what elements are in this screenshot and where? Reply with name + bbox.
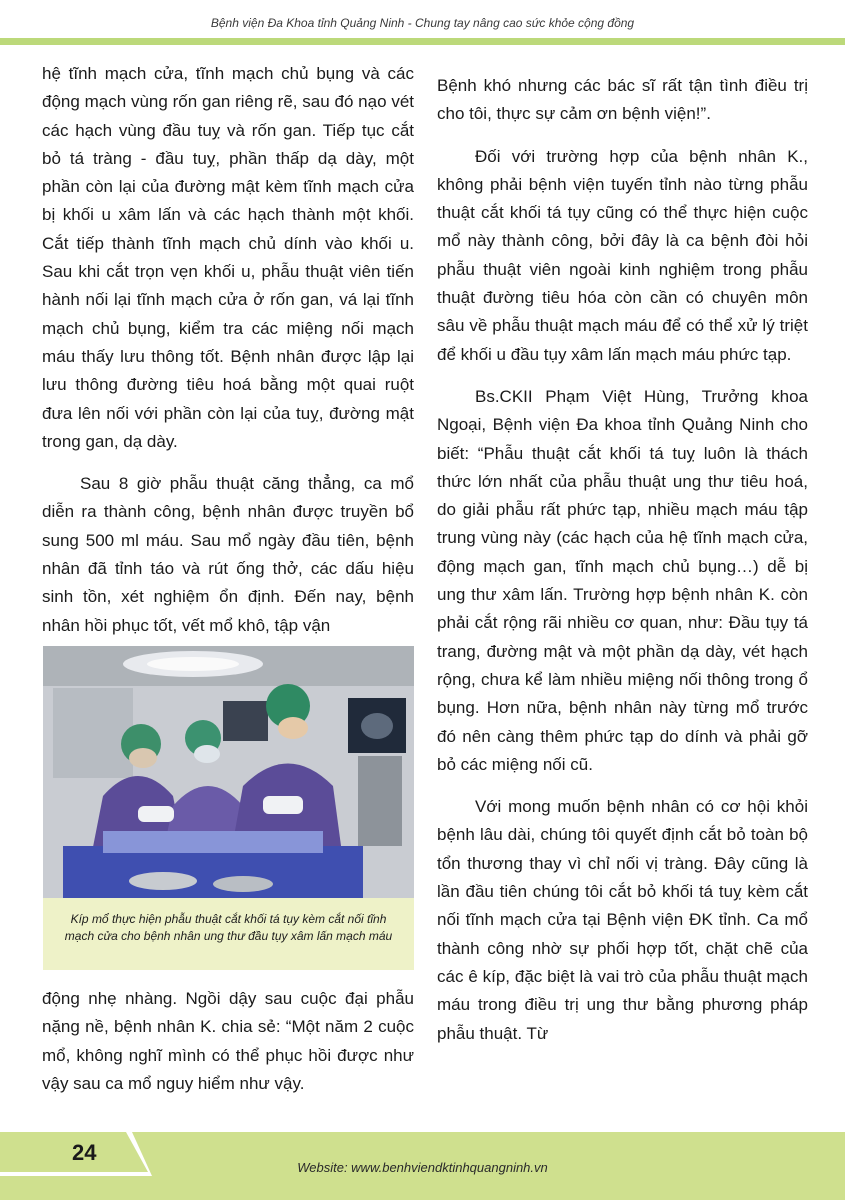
right-paragraph-4: Với mong muốn bệnh nhân có cơ hội khỏi bệnh lâu dài, chúng tôi quyết định cắt bỏ toàn bộ tổn thương thay vì chỉ nối vị tràng. Đây cũng là lần đầu tiên chúng tôi cắt bỏ khối tá tuỵ kèm cắt nối tĩnh mạch cửa tại Bệnh viện ĐK tỉnh. Ca mổ thành công nhờ sự phối hợp tốt, chặt chẽ của các ê kíp, đặc biệt là vai trò của phẫu thuật mạch máu trong điều trị ung thư bằng phương pháp phẫu thuật. Từ (437, 797, 808, 1043)
surgery-photo (43, 646, 414, 898)
header-title: Bệnh viện Đa Khoa tỉnh Quảng Ninh - Chung tay nâng cao sức khỏe cộng đồng (210, 16, 635, 30)
page-header (0, 0, 845, 46)
left-paragraph-1: hệ tĩnh mạch cửa, tĩnh mạch chủ bụng và các động mạch vùng rốn gan riêng rẽ, sau đó nạo vét các hạch vùng đầu tuỵ và rốn gan. Tiếp tục cắt bỏ tá tràng - đầu tuỵ, phần thấp dạ dày, một phần còn lại của đường mật kèm tĩnh mạch cửa bị khối u xâm lấn và các hạch thành một khối. Cắt tiếp thành tĩnh mạch chủ dính vào khối u. Sau khi cắt trọn vẹn khối u, phẫu thuật viên tiến hành nối lại tĩnh mạch cửa ở rốn gan, vá lại tĩnh mạch chủ bụng, kiểm tra các miệng nối mạch máu thấy lưu thông tốt. Bệnh nhân được lập lại lưu thông đường tiêu hoá bằng một quai ruột đưa lên nối với phần còn lại của tuỵ, đường mật trong gan, dạ dày. (42, 64, 414, 451)
right-column (437, 72, 808, 1062)
left-column (42, 60, 414, 654)
right-paragraph-1: Bệnh khó nhưng các bác sĩ rất tận tình điều trị cho tôi, thực sự cảm ơn bệnh viện!”. (437, 76, 808, 124)
left-paragraph-3: động nhẹ nhàng. Ngồi dậy sau cuộc đại phẫu nặng nề, bệnh nhân K. chia sẻ: “Một năm 2 cuộc mổ, không nghĩ mình có thể phục hồi được như vậy sau ca mổ nguy hiểm như vậy. (42, 989, 414, 1093)
photo-caption: Kíp mổ thực hiện phẫu thuật cắt khối tá tụy kèm cắt nối tĩnh mạch cửa cho bệnh nhân ung thư đầu tụy xâm lấn mạch máu (64, 912, 393, 943)
left-column-continued (42, 985, 414, 1098)
right-paragraph-2: Đối với trường hợp của bệnh nhân K., không phải bệnh viện tuyến tỉnh nào từng phẫu thuật cắt khối tá tụy cũng có thể thực hiện cuộc mổ này thành công, bởi đây là ca bệnh đòi hỏi phẫu thuật viên ngoài kinh nghiệm trong phẫu thuật đường tiêu hóa còn cần có chuyên môn sâu về phẫu thuật mạch máu để có thể xử lý triệt để khối u đầu tụy xâm lấn mạch máu phức tạp. (437, 146, 808, 364)
page-number: 24 (72, 1140, 97, 1165)
footer-website: Website: www.benhviendktinhquangninh.vn (297, 1160, 548, 1175)
photo-caption-box (43, 898, 414, 970)
right-paragraph-3: Bs.CKII Phạm Việt Hùng, Trưởng khoa Ngoại, Bệnh viện Đa khoa tỉnh Quảng Ninh cho biết: “Phẫu thuật cắt khối tá tuỵ luôn là thách thức lớn nhất của phẫu thuật ung thư tiêu hoá, do giải phẫu rất phức tạp, nhiều mạch máu tập trung vùng này (các hạch của hệ tĩnh mạch cửa, động mạch gan, tĩnh mạch chủ bụng…) dễ bị ung thư xâm lấn. Trường hợp bệnh nhân K. còn phải cắt rộng rãi nhiều cơ quan, như: Đầu tụy tá trang, đường mật và một phần dạ dày, vét hạch rộng, chưa kể làm nhiều miệng nối thông trong ổ bụng. Hơn nữa, bệnh nhân này từng mổ trước đó nên càng thêm phức tạp do dính và phải gỡ bỏ các miệng nối cũ. (437, 386, 808, 774)
header-divider (0, 38, 845, 45)
left-paragraph-2: Sau 8 giờ phẫu thuật căng thẳng, ca mổ diễn ra thành công, bệnh nhân được truyền bổ sung 500 ml máu. Sau mổ ngày đầu tiên, bệnh nhân đã tỉnh táo và rút ống thở, các dấu hiệu sinh tồn, xét nghiệm ổn định. Đến nay, bệnh nhân hồi phục tốt, vết mổ khô, tập vận (42, 474, 414, 635)
